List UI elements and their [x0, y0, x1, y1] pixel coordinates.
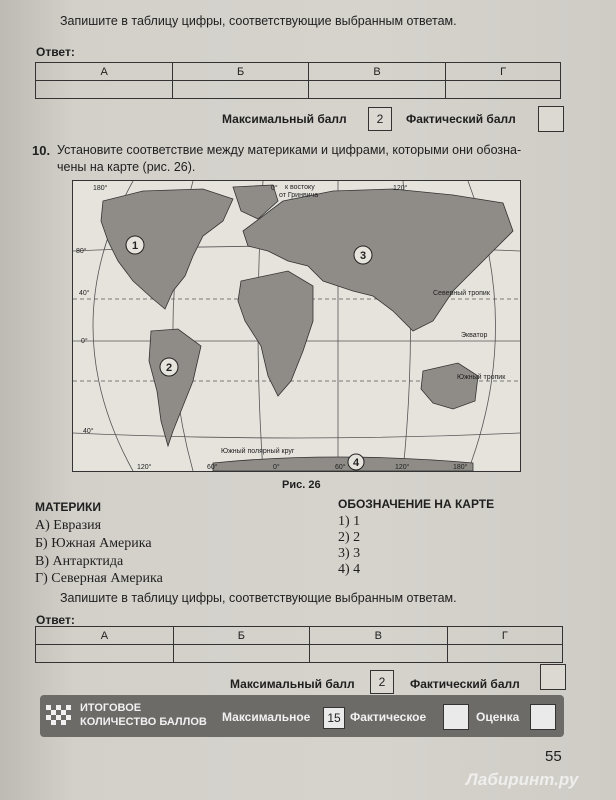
mark-2: 2) 2: [338, 530, 361, 545]
marker-3-label: 3: [359, 250, 367, 262]
map-label-0-bottom: 0°: [273, 464, 280, 471]
q10-text-line2: чены на карте (рис. 26).: [57, 160, 196, 174]
total-actual-label: Фактическое: [350, 710, 427, 724]
q10-instruction: Запишите в таблицу цифры, соответствующие выбранным ответам.: [60, 591, 457, 605]
q9-actual-box[interactable]: [538, 106, 564, 132]
marker-2-label: 2: [165, 362, 173, 374]
option-b: Б) Южная Америка: [35, 536, 152, 551]
map-label-120-bottom: 120°: [137, 464, 152, 471]
figure-caption: Рис. 26: [282, 479, 321, 491]
map-marks-title: ОБОЗНАЧЕНИЕ НА КАРТЕ: [338, 497, 495, 511]
q10-max-label: Максимальный балл: [230, 677, 355, 691]
q9-max-label: Максимальный балл: [222, 112, 347, 126]
parallel-line: [73, 433, 520, 438]
map-label-120-top: 120°: [393, 185, 408, 192]
mark-4: 4) 4: [338, 562, 361, 577]
q9-col-d: Г: [446, 63, 561, 81]
q9-cell-c[interactable]: [308, 81, 445, 99]
q9-cell-a[interactable]: [36, 81, 173, 99]
q10-cell-d[interactable]: [447, 645, 562, 663]
map-label-lat-80: 80°: [76, 248, 87, 255]
q10-cell-a[interactable]: [36, 645, 174, 663]
q10-number: 10.: [32, 143, 51, 158]
q10-col-a: А: [36, 627, 174, 645]
grade-box[interactable]: [530, 704, 556, 730]
q10-col-d: Г: [447, 627, 562, 645]
map-label-north-tropic: Северный тропик: [433, 290, 490, 297]
q10-col-b: Б: [173, 627, 309, 645]
q9-answer-table: [35, 62, 561, 99]
q10-cell-b[interactable]: [173, 645, 309, 663]
south-america-shape: [149, 329, 201, 446]
watermark: Лабиринт.ру: [466, 770, 579, 789]
q9-answer-label: Ответ:: [36, 45, 75, 59]
q9-col-a: А: [36, 63, 173, 81]
total-max-label: Максимальное: [222, 710, 311, 724]
map-label-120b-bottom: 120°: [395, 464, 410, 471]
total-label-line2: КОЛИЧЕСТВО БАЛЛОВ: [80, 716, 207, 728]
map-label-south-polar: Южный полярный круг: [221, 448, 295, 455]
map-label-east: к востоку: [285, 184, 315, 191]
map-label-greenwich: от Гринвича: [279, 192, 319, 199]
total-label-line1: ИТОГОВОЕ: [80, 702, 142, 714]
map-label-60b-bottom: 60°: [335, 464, 346, 471]
world-map: [72, 180, 521, 472]
map-label-180-top: 180°: [93, 185, 108, 192]
checkered-flag-icon: [44, 702, 74, 730]
map-label-60-bottom: 60°: [207, 464, 218, 471]
q9-cell-d[interactable]: [446, 81, 561, 99]
option-d: Г) Северная Америка: [35, 571, 163, 586]
total-max-value: 15: [323, 707, 345, 729]
map-label-lat-40s: 40°: [83, 428, 94, 435]
grade-label: Оценка: [476, 710, 520, 724]
q9-max-value: 2: [368, 107, 392, 131]
map-label-lat-40: 40°: [79, 290, 90, 297]
q9-cell-b[interactable]: [173, 81, 308, 99]
q9-actual-label: Фактический балл: [406, 112, 516, 126]
mark-3: 3) 3: [338, 546, 361, 561]
option-c: В) Антарктида: [35, 554, 124, 569]
map-label-equator: Экватор: [461, 332, 488, 339]
north-america-shape: [101, 189, 233, 309]
q10-answer-table: [35, 626, 563, 663]
q9-col-b: Б: [173, 63, 308, 81]
africa-shape: [238, 271, 313, 396]
australia-shape: [421, 363, 478, 409]
mark-1: 1) 1: [338, 514, 361, 529]
q10-answer-label: Ответ:: [36, 613, 75, 627]
marker-4-label: 4: [352, 457, 360, 469]
marker-1-label: 1: [131, 240, 139, 252]
continents-title: МАТЕРИКИ: [35, 500, 101, 514]
q10-actual-label: Фактический балл: [410, 677, 520, 691]
q10-actual-box[interactable]: [540, 664, 566, 690]
page-number: 55: [545, 748, 562, 765]
q9-instruction: Запишите в таблицу цифры, соответствующие выбранным ответам.: [60, 14, 457, 28]
total-actual-box[interactable]: [443, 704, 469, 730]
map-label-south-tropic: Южный тропик: [457, 374, 506, 381]
q10-max-value: 2: [370, 670, 394, 694]
option-a: А) Евразия: [35, 518, 102, 533]
map-label-lat-0: 0°: [81, 338, 88, 345]
q10-cell-c[interactable]: [309, 645, 447, 663]
map-label-180-bottom: 180°: [453, 464, 468, 471]
map-label-0-top: 0°: [271, 185, 278, 192]
q10-col-c: В: [309, 627, 447, 645]
q9-col-c: В: [308, 63, 445, 81]
world-map-svg: [73, 181, 520, 471]
q10-text-line1: Установите соответствие между материками и цифрами, которыми они обозна-: [57, 143, 522, 157]
